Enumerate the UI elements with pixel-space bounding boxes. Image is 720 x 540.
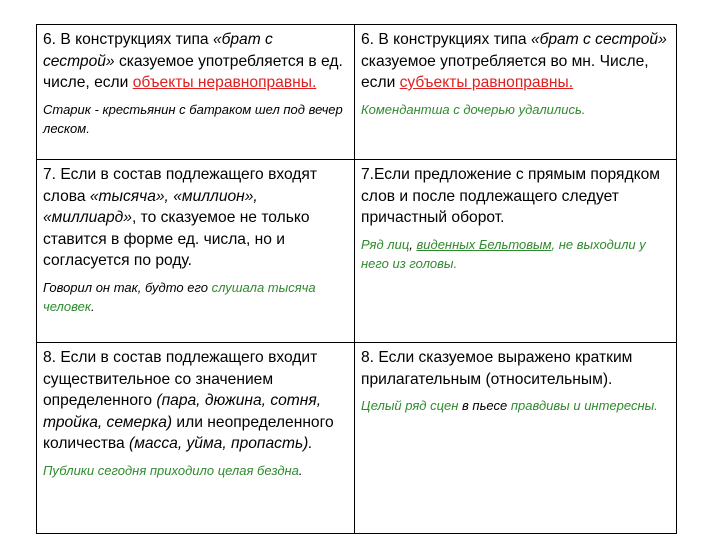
rule-text-part: 6. В конструкциях типа [361,31,531,48]
example-sentence [361,235,670,273]
rule-7-participle-cell [355,160,677,343]
example-highlight: приходило целая бездна [149,462,299,478]
rule-7-numerals-cell [37,160,355,343]
rule-6-singular-cell [37,25,355,160]
example-highlight: Целый ряд сцен [361,398,463,413]
rule-text-part: или неопределенного количества [43,413,334,452]
example-highlight: и интересны. [573,398,658,413]
rule-text-part: 7.Если предложение с прямым порядком слов и после подлежащего следует причастный оборот. [361,166,660,226]
example-sentence [43,100,348,138]
rule-text [43,347,348,455]
table-row [37,25,677,160]
rule-text-part: 7. Если в состав подлежащего входят слова [43,166,317,205]
rule-highlight: объекты неравноправны. [132,74,317,91]
rule-highlight: субъекты равноправны. [399,74,574,91]
rule-6-plural-cell [355,25,677,160]
table-row [37,343,677,534]
rule-example-phrase: «брат с сестрой» [530,31,667,48]
example-highlight: правдивы [510,398,574,413]
rule-8-quantity-cell [37,343,355,534]
example-highlight: Ряд лиц [361,236,410,252]
rule-text [361,347,670,390]
rule-example-phrase: (масса, уйма, пропасть). [129,435,313,452]
rule-example-phrase: «тысяча», «миллион», «миллиард» [43,187,258,226]
example-text: . [298,462,303,478]
example-text: . [90,298,95,314]
rule-text-part: 8. Если в состав подлежащего входит существительное со значением определенного [43,349,318,409]
example-sentence [361,100,670,119]
example-highlight: Публики сегодня [43,462,150,478]
example-text: Говорил он так, будто его [43,279,212,295]
example-highlight: , не выходили у него из головы. [361,236,646,271]
rule-text-part: сказуемое употребляется в ед. числе, если [43,52,343,91]
rule-example-phrase: (пара, дюжина, сотня, тройка, семерка) [43,392,322,431]
example-sentence [361,396,670,415]
example-text: в пьесе [462,398,511,413]
example-highlight: виденных Бельтовым [416,236,552,252]
rules-table [36,24,677,534]
example-sentence [43,461,348,480]
example-text: , [409,236,417,252]
rule-text-part: сказуемое употребляется во мн. Числе, если [361,52,649,91]
rule-example-phrase: «брат с сестрой» [43,31,273,70]
rule-text-part: , то сказуемое не только ставится в форме ед. числа, но и согласуется по роду. [43,209,310,269]
table-row [37,160,677,343]
rule-text-part: 8. Если сказуемое выражено кратким прилагательным (относительным). [361,349,633,388]
rule-text [43,164,348,272]
rule-text-part: 6. В конструкциях типа [43,31,213,48]
rule-text [43,29,348,94]
rule-text [361,164,670,229]
example-sentence [43,278,348,316]
rule-8-short-adjective-cell [355,343,677,534]
example-highlight: слушала тысяча человек [43,279,316,314]
rule-text [361,29,670,94]
example-text: Комендантша с дочерью удалились. [361,101,586,117]
example-text: Старик - крестьянин с батраком шел под вечер леском. [43,101,343,136]
